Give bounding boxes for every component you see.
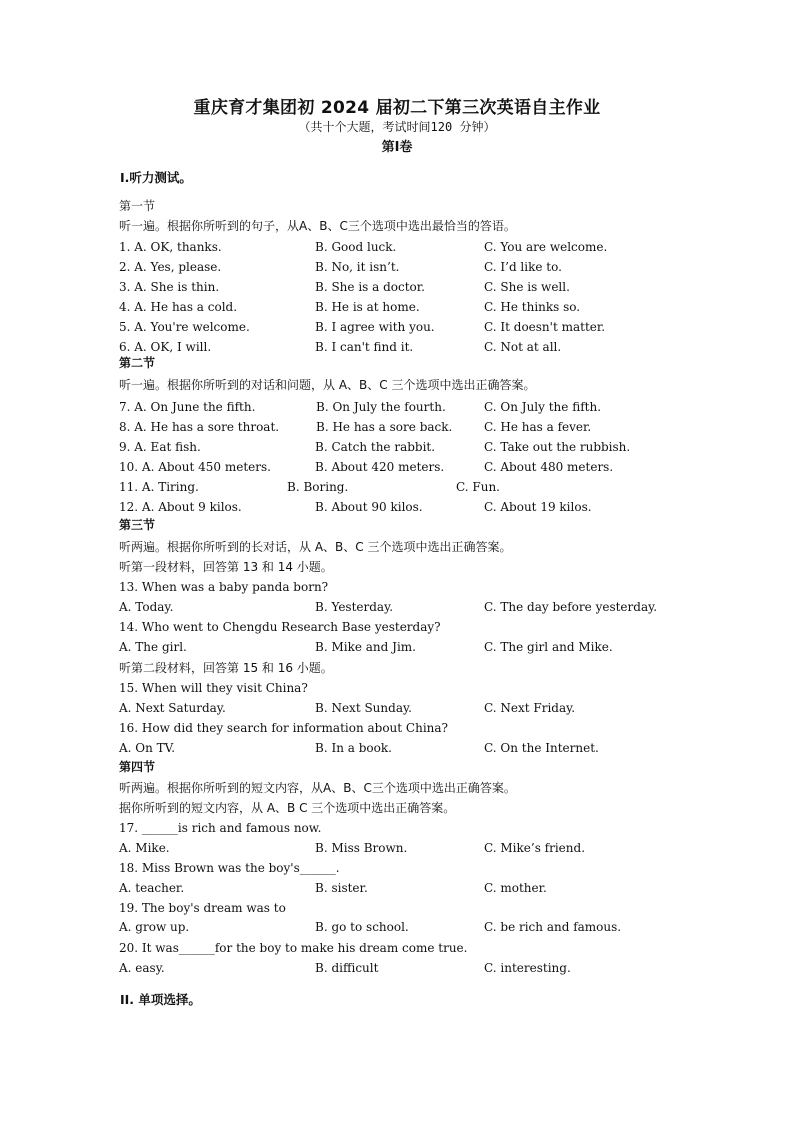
q16-stem: 16. How did they search for information about China? (119, 721, 448, 735)
q2-option-b: B. No, it isn’t. (315, 260, 400, 274)
q8-option-a: 8. A. He has a sore throat. (119, 420, 280, 434)
q1-option-c: C. You are welcome. (484, 240, 608, 254)
q12-option-b: B. About 90 kilos. (315, 500, 423, 514)
instruction-1: 听一遍。根据你所听到的句子，从A、B、C三个选项中选出最恰当的答语。 (119, 219, 516, 233)
material-2-note: 听第二段材料，回答第 15 和 16 小题。 (119, 661, 333, 675)
q13-option-c: C. The day before yesterday. (484, 600, 658, 614)
q5-option-c: C. It doesn't matter. (484, 320, 606, 334)
q6-option-a: 6. A. OK, I will. (119, 340, 212, 354)
instruction-3: 听两遍。根据你所听到的长对话，从 A、B、C 三个选项中选出正确答案。 (119, 540, 512, 554)
q18-option-c: C. mother. (484, 881, 547, 895)
q18-option-b: B. sister. (315, 881, 368, 895)
q17-option-a: A. Mike. (119, 841, 170, 855)
q11-option-c: C. Fun. (456, 480, 500, 494)
material-1-note: 听第一段材料，回答第 13 和 14 小题。 (119, 560, 333, 574)
q17-option-c: C. Mike’s friend. (484, 841, 586, 855)
instruction-2: 听一遍。根据你所听到的对话和问题，从 A、B、C 三个选项中选出正确答案。 (119, 378, 536, 392)
q10-option-a: 10. A. About 450 meters. (119, 460, 271, 474)
q7-option-c: C. On July the fifth. (484, 400, 602, 414)
q2-option-c: C. I’d like to. (484, 260, 562, 274)
page-title: 重庆育才集团初 2024 届初二下第三次英语自主作业 (193, 98, 601, 118)
subsection-label-2: 第二节 (119, 356, 156, 370)
q15-option-b: B. Next Sunday. (315, 701, 412, 715)
q19-option-c: C. be rich and famous. (484, 920, 622, 934)
q7-option-b: B. On July the fourth. (316, 400, 446, 414)
q14-option-a: A. The girl. (119, 640, 187, 654)
q4-option-c: C. He thinks so. (484, 300, 581, 314)
section-heading-listening: Ⅰ.听力测试。 (120, 170, 192, 185)
q8-option-b: B. He has a sore back. (316, 420, 453, 434)
q1-option-b: B. Good luck. (315, 240, 397, 254)
q16-option-b: B. In a book. (315, 741, 392, 755)
q19-option-b: B. go to school. (315, 920, 409, 934)
q1-option-a: 1. A. OK, thanks. (119, 240, 222, 254)
q20-option-c: C. interesting. (484, 961, 571, 975)
q4-option-a: 4. A. He has a cold. (119, 300, 238, 314)
q2-option-a: 2. A. Yes, please. (119, 260, 222, 274)
q7-option-a: 7. A. On June the fifth. (119, 400, 256, 414)
q12-option-a: 12. A. About 9 kilos. (119, 500, 242, 514)
q11-option-a: 11. A. Tiring. (119, 480, 199, 494)
instruction-4b: 据你所听到的短文内容，从 A、B C 三个选项中选出正确答案。 (119, 801, 456, 815)
q19-stem: 19. The boy's dream was to (119, 901, 286, 915)
q5-option-a: 5. A. You're welcome. (119, 320, 250, 334)
q12-option-c: C. About 19 kilos. (484, 500, 592, 514)
q8-option-c: C. He has a fever. (484, 420, 592, 434)
q14-option-c: C. The girl and Mike. (484, 640, 613, 654)
q18-stem: 18. Miss Brown was the boy's______. (119, 861, 340, 875)
q13-stem: 13. When was a baby panda born? (119, 580, 329, 594)
subsection-label-4: 第四节 (119, 760, 156, 774)
q13-option-a: A. Today. (119, 600, 174, 614)
q13-option-b: B. Yesterday. (315, 600, 394, 614)
q20-option-b: B. difficult (315, 961, 379, 975)
part-label: 第Ⅰ卷 (381, 140, 413, 155)
q6-option-b: B. I can't find it. (315, 340, 414, 354)
q19-option-a: A. grow up. (119, 920, 190, 934)
q3-option-c: C. She is well. (484, 280, 570, 294)
q16-option-c: C. On the Internet. (484, 741, 599, 755)
q6-option-c: C. Not at all. (484, 340, 562, 354)
q17-option-b: B. Miss Brown. (315, 841, 408, 855)
q17-stem: 17. ______is rich and famous now. (119, 821, 322, 835)
q15-option-a: A. Next Saturday. (119, 701, 226, 715)
q14-option-b: B. Mike and Jim. (315, 640, 416, 654)
q9-option-c: C. Take out the rubbish. (484, 440, 631, 454)
section-heading-single-choice: II. 单项选择。 (120, 992, 201, 1007)
subsection-label-3: 第三节 (119, 518, 156, 532)
q10-option-c: C. About 480 meters. (484, 460, 614, 474)
q16-option-a: A. On TV. (119, 741, 176, 755)
q3-option-b: B. She is a doctor. (315, 280, 425, 294)
q11-option-b: B. Boring. (287, 480, 349, 494)
q20-option-a: A. easy. (119, 961, 165, 975)
q9-option-b: B. Catch the rabbit. (315, 440, 436, 454)
q14-stem: 14. Who went to Chengdu Research Base yesterday? (119, 620, 441, 634)
q20-stem: 20. It was______for the boy to make his dream come true. (119, 941, 468, 955)
q4-option-b: B. He is at home. (315, 300, 420, 314)
page-subtitle: （共十个大题，考试时间120 分钟） (298, 120, 496, 134)
q5-option-b: B. I agree with you. (315, 320, 435, 334)
q3-option-a: 3. A. She is thin. (119, 280, 220, 294)
instruction-4: 听两遍。根据你所听到的短文内容，从A、B、C三个选项中选出正确答案。 (119, 781, 516, 795)
subsection-label-1: 第一节 (119, 199, 156, 213)
q15-stem: 15. When will they visit China? (119, 681, 308, 695)
q9-option-a: 9. A. Eat fish. (119, 440, 201, 454)
q10-option-b: B. About 420 meters. (315, 460, 445, 474)
q15-option-c: C. Next Friday. (484, 701, 576, 715)
q18-option-a: A. teacher. (119, 881, 185, 895)
